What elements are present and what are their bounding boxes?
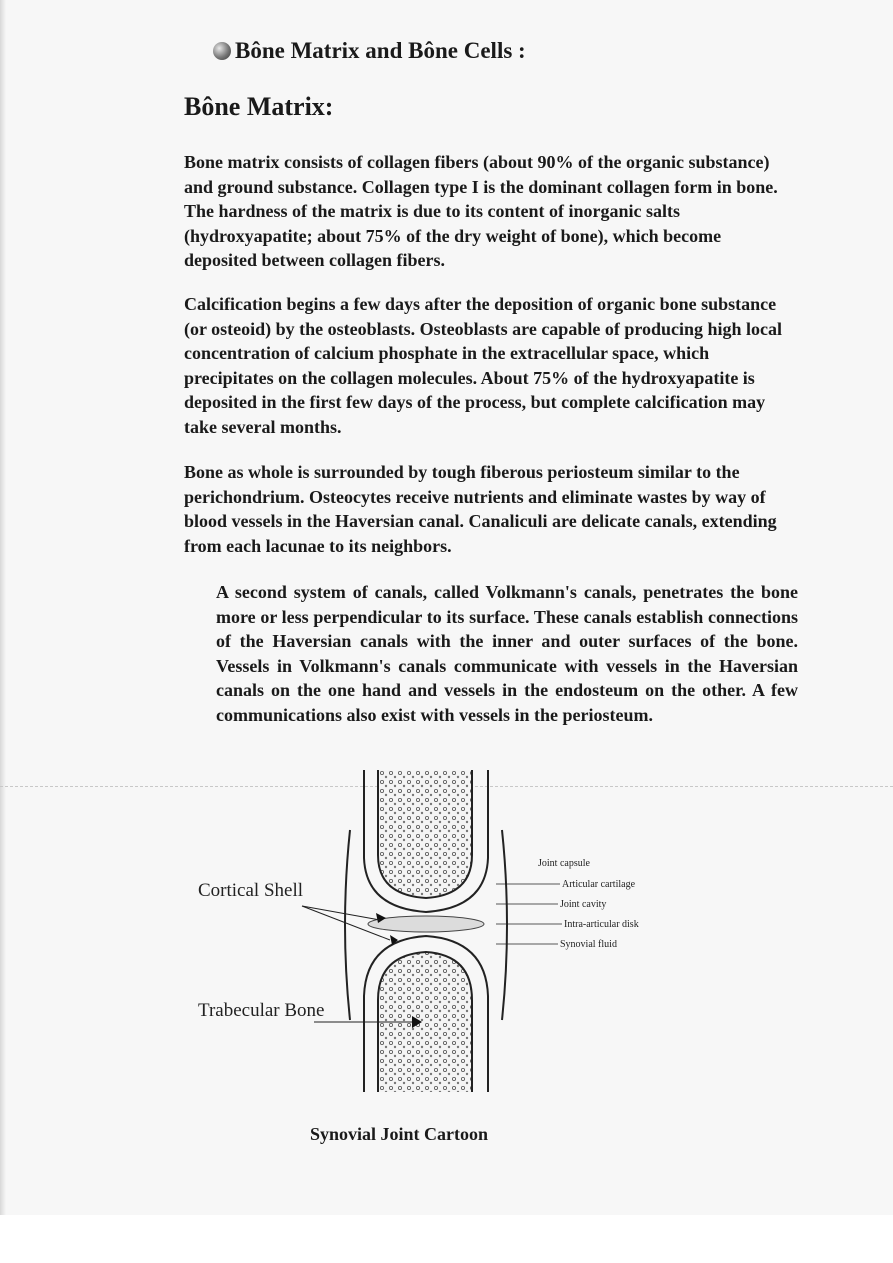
label-trabecular-bone: Trabecular Bone bbox=[198, 1000, 325, 1021]
page-title-text: Bône Matrix and Bône Cells : bbox=[235, 38, 526, 63]
label-synovial-fluid: Synovial fluid bbox=[560, 939, 617, 950]
page-title bbox=[213, 38, 526, 64]
label-intra-articular-disk: Intra-articular disk bbox=[564, 919, 639, 930]
label-joint-capsule: Joint capsule bbox=[538, 858, 590, 869]
scan-edge-shadow bbox=[0, 0, 6, 1215]
paragraph-3: Bone as whole is surrounded by tough fiberous periosteum similar to the perichondrium. Osteocytes receive nutrients and eliminate wastes by way of blood vessels in the Haversian canal. Canaliculi are delicate canals, extending from each lacunae to its neighbors. bbox=[184, 462, 777, 556]
joint-cavity bbox=[368, 916, 484, 932]
label-joint-cavity: Joint cavity bbox=[560, 899, 607, 910]
label-articular-cartilage: Articular cartilage bbox=[562, 879, 636, 890]
synovial-joint-diagram bbox=[190, 770, 650, 1100]
joint-capsule bbox=[345, 830, 350, 1020]
bullet-icon bbox=[213, 42, 231, 60]
label-cortical-shell: Cortical Shell bbox=[198, 880, 304, 901]
paragraph-1: Bone matrix consists of collagen fibers (about 90% of the organic substance) and ground substance. Collagen type I is the dominant collagen form in bone. The hardness of the matrix is due to its content of inorganic salts (hydroxyapatite; about 75% of the dry weight of bone), which become deposited between collagen fibers. bbox=[184, 152, 778, 271]
figure-caption: Synovial Joint Cartoon bbox=[310, 1124, 489, 1144]
upper-bone bbox=[378, 770, 472, 898]
paragraph-2: Calcification begins a few days after the deposition of organic bone substance (or osteoid) by the osteoblasts. Osteoblasts are capable of producing high local concentration of calcium phosphate in the extracellular space, which precipitates on the collagen molecules. About 75% of the hydroxyapatite is deposited in the first few days of the process, but complete calcification may take several months. bbox=[184, 294, 783, 437]
section-heading: Bône Matrix: bbox=[184, 92, 334, 121]
paragraph-4: A second system of canals, called Volkmann's canals, penetrates the bone more or less perpendicular to its surface. These canals establish connections of the Haversian canals with the inner and outer surfaces of the bone. Vessels in Volkmann's canals communicate with vessels in the Haversian canals on the one hand and vessels in the endosteum on the other. A few communications also exist with vessels in the periosteum. bbox=[216, 582, 798, 725]
